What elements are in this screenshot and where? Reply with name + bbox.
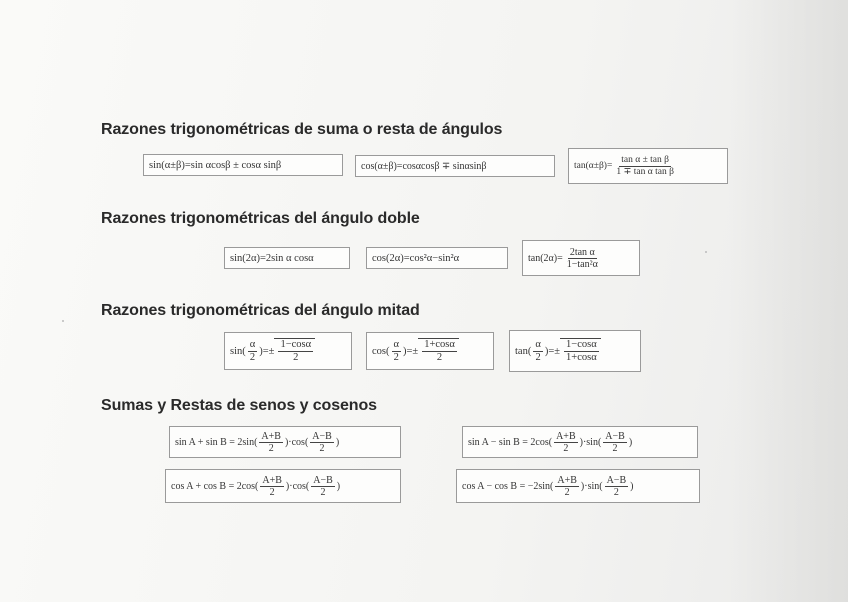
formula-cos-half — [366, 332, 494, 370]
formula-tan-sum — [568, 148, 728, 184]
fraction — [605, 475, 629, 498]
fraction — [392, 339, 402, 363]
numerator: 1−cosα — [280, 339, 312, 351]
formula-text: )=± — [403, 345, 419, 357]
numerator: α — [393, 338, 400, 350]
numerator: A−B — [606, 474, 627, 486]
formula-cos-sum — [355, 155, 555, 177]
formula-text: sin(α±β)=sin αcosβ ± cosα sinβ — [149, 159, 282, 171]
denominator: 2 — [320, 486, 326, 498]
fraction — [310, 431, 334, 454]
formula-text: tan(2α)= — [528, 252, 563, 264]
denominator: 2 — [612, 442, 618, 454]
denominator: 2 — [319, 442, 325, 454]
fraction — [603, 431, 627, 454]
heading-sums-differences: Sumas y Restas de senos y cosenos — [101, 397, 377, 414]
formula-cosA-minus-cosB — [456, 469, 700, 503]
formula-sinA-plus-sinB — [169, 426, 401, 458]
heading-half-angle: Razones trigonométricas del ángulo mitad — [101, 302, 420, 319]
denominator: 2 — [249, 351, 256, 363]
formula-sin-half — [224, 332, 352, 370]
heading-double-angle: Razones trigonométricas del ángulo doble — [101, 210, 420, 227]
fraction — [555, 475, 579, 498]
formula-sinA-minus-sinB — [462, 426, 698, 458]
denominator: 1+cosα — [566, 352, 597, 363]
formula-cosA-plus-cosB — [165, 469, 401, 503]
denominator: 1 ∓ tan α tan β — [616, 166, 674, 177]
formula-text: cos(α±β)=cosαcosβ ∓ sinαsinβ — [361, 160, 487, 172]
numerator: A−B — [313, 474, 333, 486]
formula-text: ) — [628, 436, 633, 448]
formula-text: )·cos( — [284, 436, 309, 448]
formula-text: )=± — [544, 345, 561, 357]
formula-text: ) — [630, 480, 634, 492]
formula-text: )·sin( — [579, 436, 602, 448]
formula-text: cos A − cos B = −2sin( — [462, 480, 554, 492]
fraction — [614, 155, 676, 177]
formula-text: sin A − sin B = 2cos( — [468, 436, 553, 448]
formula-text: tan( — [515, 345, 532, 357]
numerator: A−B — [605, 430, 625, 442]
formula-text: sin A + sin B = 2sin( — [175, 436, 258, 448]
formula-text: )=± — [259, 345, 275, 357]
numerator: A−B — [312, 430, 332, 442]
denominator: 2 — [293, 352, 299, 363]
numerator: A+B — [261, 430, 281, 442]
fraction — [311, 475, 335, 498]
formula-text: ) — [336, 480, 341, 492]
numerator: A+B — [557, 474, 577, 486]
fraction — [564, 339, 599, 363]
formula-cos-double — [366, 247, 508, 269]
formula-tan-double — [522, 240, 640, 276]
numerator: tan α ± tan β — [621, 155, 669, 166]
scan-speck — [705, 251, 707, 253]
formula-sin-double — [224, 247, 350, 269]
page-shadow — [728, 0, 848, 602]
square-root — [560, 338, 601, 363]
fraction — [554, 431, 578, 454]
denominator: 2 — [535, 351, 541, 363]
numerator: 2tan α — [569, 246, 595, 258]
denominator: 2 — [563, 442, 569, 454]
numerator: 1+cosα — [424, 339, 455, 351]
numerator: α — [249, 338, 256, 350]
fraction — [260, 475, 284, 498]
formula-text: cos A + cos B = 2cos( — [171, 480, 259, 492]
fraction — [422, 339, 457, 363]
formula-text: ) — [335, 436, 340, 448]
fraction — [259, 431, 283, 454]
formula-text: cos( — [372, 345, 390, 357]
formula-text: tan(α±β)= — [574, 161, 613, 171]
denominator: 2 — [269, 486, 275, 498]
numerator: A+B — [262, 474, 282, 486]
fraction — [278, 339, 313, 363]
formula-sin-sum — [143, 154, 343, 176]
formula-text: )·sin( — [580, 480, 603, 492]
formula-text: sin( — [230, 345, 246, 357]
denominator: 1−tan²α — [566, 258, 598, 270]
square-root — [274, 338, 315, 363]
denominator: 2 — [268, 442, 274, 454]
fraction — [565, 247, 600, 270]
denominator: 2 — [436, 352, 443, 363]
fraction — [248, 339, 258, 363]
heading-sum-difference: Razones trigonométricas de suma o resta de ángulos — [101, 121, 503, 138]
numerator: A+B — [556, 430, 576, 442]
denominator: 2 — [393, 351, 399, 363]
scan-speck — [62, 320, 64, 322]
square-root — [418, 338, 459, 363]
denominator: 2 — [613, 486, 619, 498]
denominator: 2 — [564, 486, 570, 498]
numerator: 1−cosα — [566, 339, 597, 351]
formula-text: )·cos( — [285, 480, 310, 492]
formula-text: sin(2α)=2sin α cosα — [230, 252, 314, 264]
numerator: α — [535, 338, 541, 350]
formula-text: cos(2α)=cos²α−sin²α — [372, 252, 460, 264]
fraction — [533, 339, 543, 363]
formula-tan-half — [509, 330, 641, 372]
